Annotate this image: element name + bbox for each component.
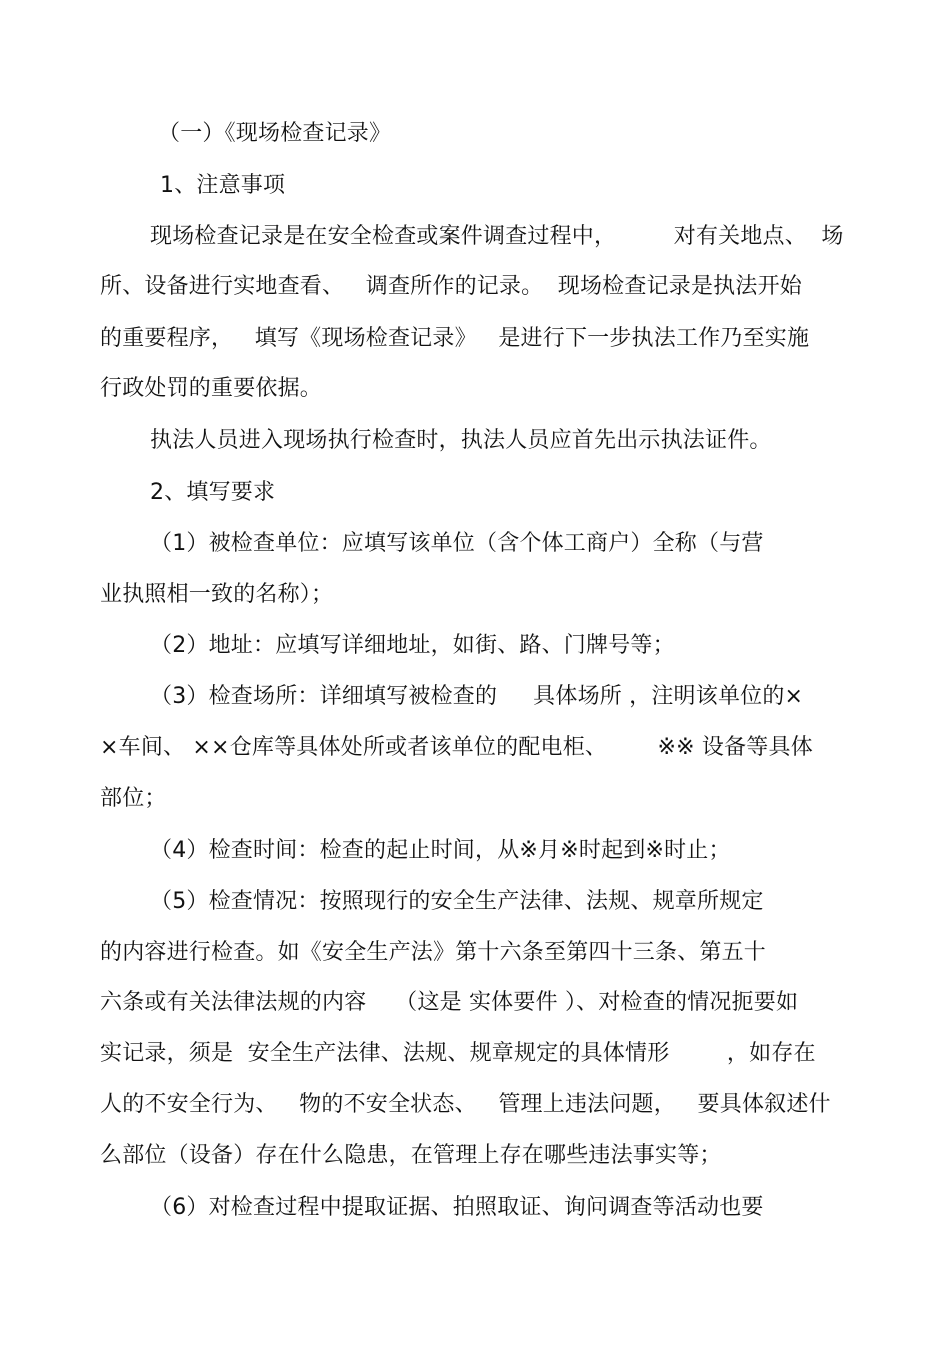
requirement-item-5-line: （5）检查情况：按照现行的安全生产法律、法规、规章所规定 [150, 889, 764, 914]
requirement-item-3-line: 部位； [100, 786, 167, 811]
requirement-item-3-line: ×车间、 ××仓库等具体处所或者该单位的配电柜、 ※※ 设备等具体 [100, 735, 813, 760]
section-heading: （一）《现场检查记录》 [158, 121, 392, 146]
requirement-item-5-line: 人的不安全行为、 物的不安全状态、 管理上违法问题， 要具体叙述什 [100, 1092, 831, 1117]
requirements-heading: 2、填写要求 [150, 480, 276, 505]
requirement-item-5-line: 实记录，须是 安全生产法律、法规、规章规定的具体情形 ，如存在 [100, 1041, 816, 1066]
requirement-item-4: （4）检查时间：检查的起止时间，从※月※时起到※时止； [150, 838, 731, 863]
notes-paragraph-2: 执法人员进入现场执行检查时，执法人员应首先出示执法证件。 [150, 428, 772, 453]
notes-paragraph-line: 行政处罚的重要依据。 [100, 376, 323, 401]
requirement-item-3-line: （3）检查场所：详细填写被检查的 具体场所 ，注明该单位的× [150, 684, 804, 709]
requirement-item-1-line: 业执照相一致的名称）； [100, 582, 334, 607]
requirement-item-5-line: 的内容进行检查。如《安全生产法》第十六条至第四十三条、第五十 [100, 940, 767, 965]
notes-paragraph-line: 的重要程序， 填写《现场检查记录》 是进行下一步执法工作乃至实施 [100, 326, 810, 351]
requirement-item-5-line: 么部位（设备）存在什么隐患，在管理上存在哪些违法事实等； [100, 1143, 722, 1168]
notes-paragraph-line: 现场检查记录是在安全检查或案件调查过程中， 对有关地点、 场 [150, 224, 844, 249]
requirement-item-6: （6）对检查过程中提取证据、拍照取证、询问调查等活动也要 [150, 1195, 764, 1220]
notes-heading: 1、注意事项 [160, 173, 286, 198]
requirement-item-1-line: （1）被检查单位：应填写该单位（含个体工商户）全称（与营 [150, 531, 764, 556]
requirement-item-2: （2）地址：应填写详细地址，如街、路、门牌号等； [150, 633, 675, 658]
notes-paragraph-line: 所、设备进行实地查看、 调查所作的记录。 现场检查记录是执法开始 [100, 274, 802, 299]
requirement-item-5-line: 六条或有关法律法规的内容 （这是 实体要件 ）、对检查的情况扼要如 [100, 990, 799, 1015]
